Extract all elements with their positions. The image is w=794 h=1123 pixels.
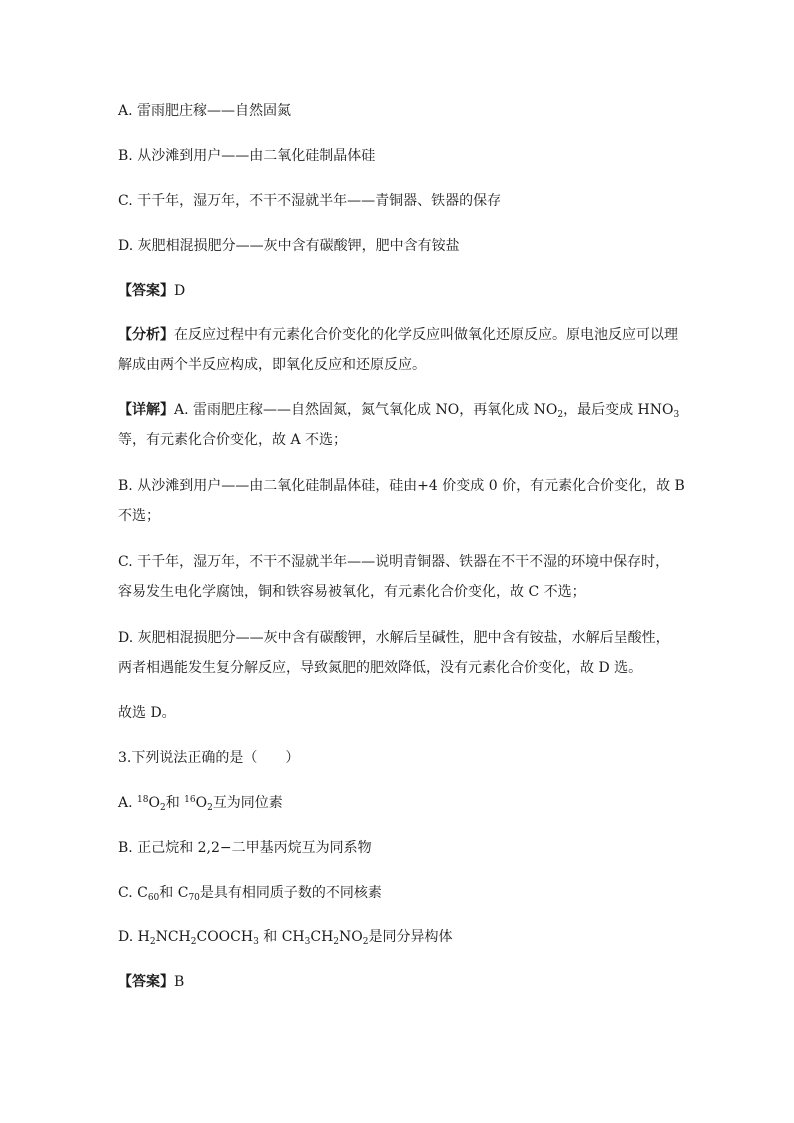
detail-c-line-1: C. 干千年，湿万年，不干不湿就半年——说明青铜器、铁器在不干不湿的环境中保存时， xyxy=(118,554,670,570)
detail-label: 【详解】 xyxy=(118,402,174,418)
detail-a-line-2: 等，有元素化合价变化，故 A 不选； xyxy=(118,432,348,448)
option-c-q3: C. $C_{60}$和 $C_{70}$是具有相同质子数的不同核素 xyxy=(118,885,382,903)
answer-value: B xyxy=(174,974,185,990)
option-c-q2: C. 干千年，湿万年，不干不湿就半年——青铜器、铁器的保存 xyxy=(118,193,502,209)
option-a-q3: A. $^{18}O_2$和 $^{16}O_2$互为同位素 xyxy=(118,795,283,813)
analysis-line-1: 【分析】在反应过程中有元素化合价变化的化学反应叫做氧化还原反应。原电池反应可以理 xyxy=(118,327,678,343)
option-d-q2: D. 灰肥相混损肥分——灰中含有碳酸钾，肥中含有铵盐 xyxy=(118,238,460,254)
detail-c-line-2: 容易发生电化学腐蚀，铜和铁容易被氧化，有元素化合价变化，故 C 不选； xyxy=(118,584,586,600)
detail-d-line-1: D. 灰肥相混损肥分——灰中含有碳酸钾，水解后呈碱性，肥中含有铵盐，水解后呈酸性， xyxy=(118,630,670,646)
analysis-line-2: 解成由两个半反应构成，即氧化反应和还原反应。 xyxy=(118,357,426,373)
answer-q2 xyxy=(118,276,678,306)
option-b-q2: B. 从沙滩到用户——由二氧化硅制晶体硅 xyxy=(118,148,376,164)
answer-value: D xyxy=(174,283,186,299)
conclusion-q2: 故选 D。 xyxy=(118,705,176,721)
option-b-q3: B. 正己烷和 2,2−二甲基丙烷互为同系物 xyxy=(118,840,372,856)
answer-label: 【答案】 xyxy=(118,283,174,299)
option-a-q2: A. 雷雨肥庄稼——自然固氮 xyxy=(118,103,292,119)
detail-b-line-1: B. 从沙滩到用户——由二氧化硅制晶体硅，硅由+4 价变成 0 价，有元素化合价变化，故 B xyxy=(118,478,685,494)
question-3-stem: 3.下列说法正确的是（ ） xyxy=(118,750,300,766)
detail-d-line-2: 两者相遇能发生复分解反应，导致氮肥的肥效降低，没有元素化合价变化，故 D 选。 xyxy=(118,660,643,676)
option-d-q3: D. $H_2NCH_2COOCH_3$ 和 $CH_3CH_2NO_2$是同分异构体 xyxy=(118,929,453,947)
answer-q3 xyxy=(118,967,678,997)
analysis-label: 【分析】 xyxy=(118,327,174,343)
detail-b-line-2: 不选； xyxy=(118,508,160,524)
answer-label: 【答案】 xyxy=(118,974,174,990)
detail-a-line-1: 【详解】A. 雷雨肥庄稼——自然固氮，氮气氧化成 NO，再氧化成 $NO_2$，最后变成 $HNO_3$ xyxy=(118,402,680,420)
